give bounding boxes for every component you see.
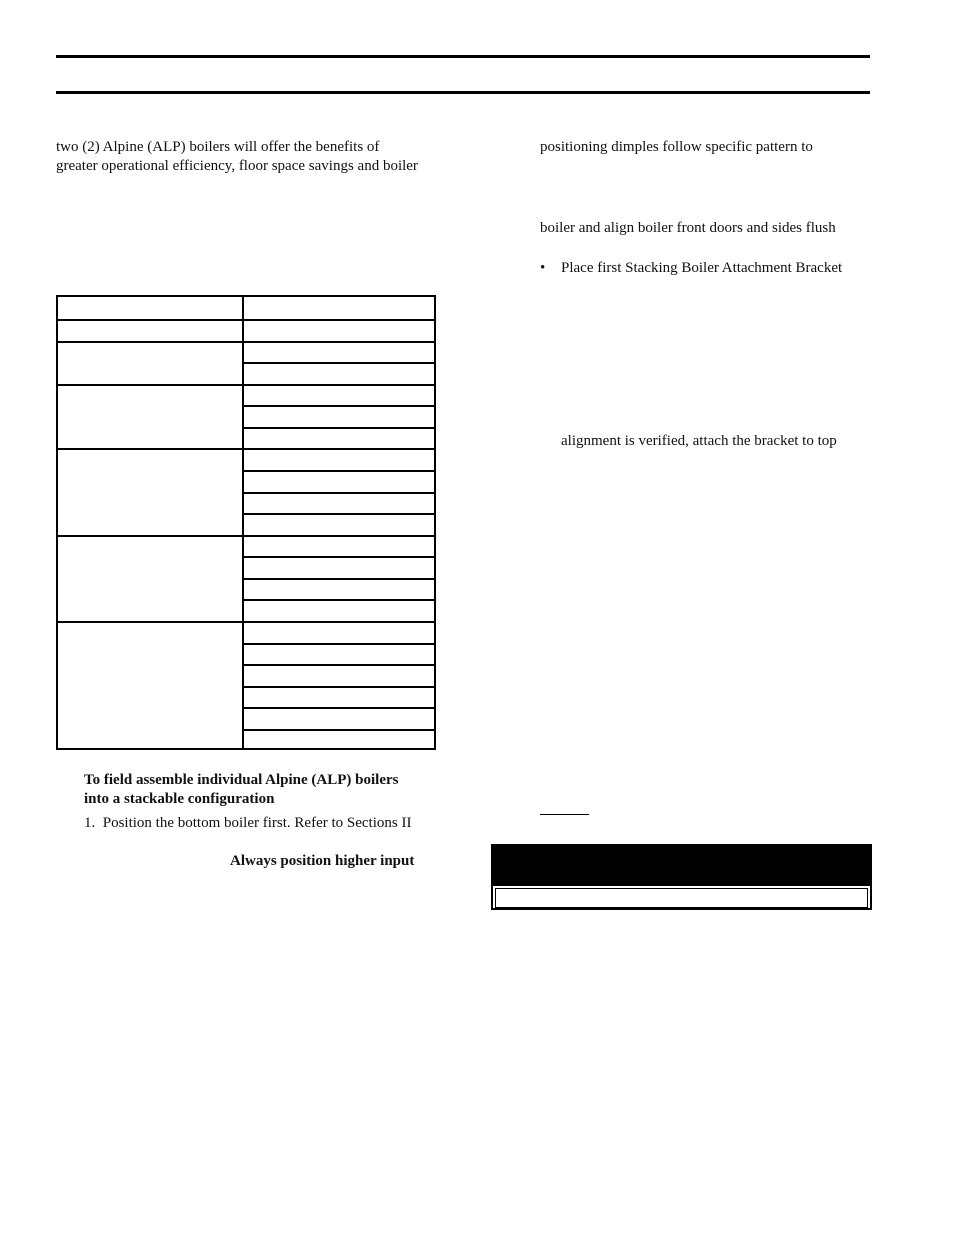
table-row-divider — [58, 319, 434, 321]
bullet-item-bracket: Place first Stacking Boiler Attachment Bracket — [561, 260, 843, 276]
table-subrow-divider — [242, 599, 434, 601]
header-rule-top — [56, 55, 870, 58]
table-subrow-divider — [242, 556, 434, 558]
header-rule-bottom — [56, 91, 870, 94]
table-row-divider — [58, 621, 434, 623]
table-subrow-divider — [242, 578, 434, 580]
table-row-divider — [58, 535, 434, 537]
table-subrow-divider — [242, 470, 434, 472]
table-subrow-divider — [242, 664, 434, 666]
table-subrow-divider — [242, 492, 434, 494]
table-subrow-divider — [242, 707, 434, 709]
step-1-text: 1. Position the bottom boiler first. Refer to Sections II — [84, 815, 412, 831]
right-text-line-2: boiler and align boiler front doors and sides flush — [540, 220, 836, 236]
right-text-line-1: positioning dimples follow specific pattern to — [540, 139, 813, 155]
table-subrow-divider — [242, 643, 434, 645]
warning-box-body — [495, 888, 868, 908]
bullet-marker: • — [540, 260, 546, 276]
warning-box — [491, 844, 872, 910]
warning-box-header — [493, 846, 870, 886]
table-subrow-divider — [242, 513, 434, 515]
table-row-divider — [58, 384, 434, 386]
table-subrow-divider — [242, 729, 434, 731]
table-row-divider — [58, 341, 434, 343]
table-subrow-divider — [242, 362, 434, 364]
intro-text-line-1: two (2) Alpine (ALP) boilers will offer the benefits of — [56, 139, 380, 155]
table-subrow-divider — [242, 686, 434, 688]
assemble-heading-line-2: into a stackable configuration — [84, 791, 275, 807]
short-underline — [540, 814, 589, 815]
table-column-divider — [242, 297, 244, 748]
assemble-heading-line-1: To field assemble individual Alpine (ALP) boilers — [84, 772, 399, 788]
table-subrow-divider — [242, 405, 434, 407]
table-subrow-divider — [242, 427, 434, 429]
step-1-bold-note: Always position higher input — [230, 853, 415, 869]
table-row-divider — [58, 448, 434, 450]
right-text-line-3: alignment is verified, attach the bracket to top — [561, 433, 837, 449]
boiler-combination-table — [56, 295, 436, 750]
intro-text-line-2: greater operational efficiency, floor space savings and boiler — [56, 158, 418, 174]
